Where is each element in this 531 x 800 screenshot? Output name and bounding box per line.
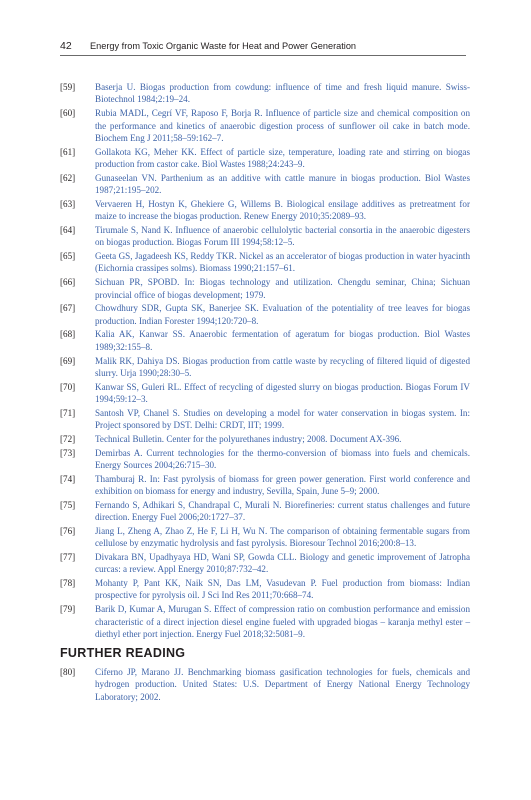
reference-text[interactable]: Barik D, Kumar A, Murugan S. Effect of compression ratio on combustion performance and emission characteristic of a direct injection diesel engine fueled with upgraded biogas – karanja methyl ester – diethyl ether port injection. Energy Fuel 2018;32:5081–9. bbox=[95, 604, 470, 639]
page-number: 42 bbox=[60, 40, 72, 52]
reference-text[interactable]: Geeta GS, Jagadeesh KS, Reddy TKR. Nickel as an accelerator of biogas production in water hyacinth (Eichornia crassipes solms). Biomass 1990;21:157–61. bbox=[95, 251, 470, 274]
reference-number: [61] bbox=[60, 146, 76, 157]
reference-entry bbox=[60, 525, 470, 550]
reference-entry bbox=[60, 433, 470, 445]
reference-entry bbox=[60, 172, 470, 197]
reference-text[interactable]: Sichuan PR, SPOBD. In: Biogas technology and utilization. Chengdu seminar, China; Sichuan provincial office of biogas development; 1979. bbox=[95, 277, 470, 300]
further-reading-heading: FURTHER READING bbox=[60, 646, 186, 660]
reference-number: [66] bbox=[60, 277, 76, 288]
reference-entry bbox=[60, 107, 470, 144]
reference-entry bbox=[60, 276, 470, 301]
reference-number: [70] bbox=[60, 381, 76, 392]
reference-number: [63] bbox=[60, 198, 76, 209]
reference-text[interactable]: Demirbas A. Current technologies for the thermo-conversion of biomass into fuels and chemicals. Energy Sources 2004;26:715–30. bbox=[95, 447, 470, 470]
reference-entry bbox=[60, 146, 470, 171]
reference-number: [68] bbox=[60, 329, 76, 340]
reference-number: [80] bbox=[60, 667, 76, 677]
reference-text[interactable]: Gunaseelan VN. Parthenium as an additive with cattle manure in biogas production. Biol Wastes 1987;21:195–202. bbox=[95, 172, 470, 196]
reference-text[interactable]: Tirumale S, Nand K. Influence of anaerobic cellulolytic bacterial consortia in the anaerobic digesters on biogas production. Biogas Forum III 1994;58:12–5. bbox=[95, 224, 470, 248]
reference-text[interactable]: Kanwar SS, Guleri RL. Effect of recycling of digested slurry on biogas production. Biogas Forum IV 1994;59:12–3. bbox=[95, 381, 470, 405]
reference-text[interactable]: Jiang L, Zheng A, Zhao Z, He F, Li H, Wu N. The comparison of obtaining fermentable sugars from cellulose by enzymatic hydrolysis and fast pyrolysis. Bioresour Technol 2016;200:8–13. bbox=[95, 525, 470, 549]
reference-entry bbox=[60, 473, 470, 498]
reference-entry bbox=[60, 407, 470, 432]
reference-text[interactable]: Divakara BN, Upadhyaya HD, Wani SP, Gowda CLL. Biology and genetic improvement of Jatropha curcas: a review. Appl Energy 2010;87:732–42. bbox=[95, 551, 470, 575]
reference-number: [79] bbox=[60, 604, 76, 615]
reference-entry bbox=[60, 447, 470, 472]
reference-number: [62] bbox=[60, 172, 76, 183]
reference-number: [71] bbox=[60, 407, 76, 418]
reference-entry bbox=[60, 603, 470, 640]
reference-number: [73] bbox=[60, 447, 76, 458]
reference-number: [59] bbox=[60, 82, 76, 92]
reference-text[interactable]: Vervaeren H, Hostyn K, Ghekiere G, Willems B. Biological ensilage additives as pretreatment for maize to increase the biogas production. Renew Energy 2010;35:2089–93. bbox=[95, 198, 470, 222]
reference-number: [60] bbox=[60, 108, 76, 119]
running-title: Energy from Toxic Organic Waste for Heat and Power Generation bbox=[90, 41, 357, 51]
reference-number: [74] bbox=[60, 473, 76, 484]
reference-text[interactable]: Malik RK, Dahiya DS. Biogas production from cattle waste by recycling of filtered liquid of digested slurry. Urja 1990;28:30–5. bbox=[95, 355, 470, 378]
reference-entry bbox=[60, 666, 470, 703]
reference-entry bbox=[60, 355, 470, 380]
reference-number: [72] bbox=[60, 433, 76, 444]
reference-entry bbox=[60, 198, 470, 223]
reference-number: [78] bbox=[60, 578, 76, 589]
reference-number: [67] bbox=[60, 303, 76, 314]
reference-number: [65] bbox=[60, 251, 76, 262]
running-header bbox=[60, 40, 471, 54]
further-reading-list bbox=[60, 666, 470, 705]
reference-text[interactable]: Ciferno JP, Marano JJ. Benchmarking biomass gasification technologies for fuels, chemicals and hydrogen production. United States: U.S. Department of Energy National Energy Technology Laboratory; 2002. bbox=[95, 667, 470, 702]
reference-entry bbox=[60, 81, 470, 106]
reference-text[interactable]: Mohanty P, Pant KK, Naik SN, Das LM, Vasudevan P. Fuel production from biomass: Indian prospective for pyrolysis oil. J Sci Ind Res 2011;70:668–74. bbox=[95, 578, 470, 601]
reference-text[interactable]: Kalia AK, Kanwar SS. Anaerobic fermentation of ageratum for biogas production. Biol Wastes 1989;32:155–8. bbox=[95, 329, 470, 352]
reference-entry bbox=[60, 551, 470, 576]
reference-text[interactable]: Santosh VP, Chanel S. Studies on developing a model for water conservation in biogas system. In: Project sponsored by DST. Delhi: CRDT, IIT; 1999. bbox=[95, 407, 470, 431]
reference-number: [75] bbox=[60, 499, 76, 510]
reference-text[interactable]: Thamburaj R. In: Fast pyrolysis of biomass for green power generation. First world conference and exhibition on biomass for energy and industry, Sevilla, Spain, June 5–9; 2000. bbox=[95, 473, 470, 497]
reference-text[interactable]: Technical Bulletin. Center for the polyurethanes industry; 2008. Document AX-396. bbox=[95, 433, 402, 444]
reference-text[interactable]: Gollakota KG, Meher KK. Effect of particle size, temperature, loading rate and stirring on biogas production from castor cake. Biol Wastes 1988;24:243–9. bbox=[95, 146, 470, 170]
reference-text[interactable]: Rubia MADL, Cegrí VF, Raposo F, Borja R. Influence of particle size and chemical composition on the performance and kinetics of anaerobic digestion process of sunflower oil cake in batch mode. Biochem Eng J 2011;58–59:162–7. bbox=[95, 108, 470, 143]
reference-text[interactable]: Chowdhury SDR, Gupta SK, Banerjee SK. Evaluation of the potentiality of tree leaves for biogas production. Indian Forester 1994;120:720–8. bbox=[95, 303, 470, 326]
reference-entry bbox=[60, 381, 470, 406]
reference-entry bbox=[60, 328, 470, 353]
reference-entry bbox=[60, 250, 470, 275]
reference-number: [69] bbox=[60, 355, 76, 366]
reference-number: [64] bbox=[60, 224, 76, 235]
reference-text[interactable]: Fernando S, Adhikari S, Chandrapal C, Murali N. Biorefineries: current status challenges and future direction. Energy Fuel 2006;20:1727–37. bbox=[95, 499, 470, 523]
header-divider bbox=[60, 55, 466, 56]
reference-entry bbox=[60, 224, 470, 249]
reference-entry bbox=[60, 577, 470, 602]
reference-number: [77] bbox=[60, 551, 76, 562]
reference-list bbox=[60, 81, 470, 642]
reference-entry bbox=[60, 499, 470, 524]
reference-entry bbox=[60, 302, 470, 327]
reference-number: [76] bbox=[60, 525, 76, 536]
reference-text[interactable]: Baserja U. Biogas production from cowdung: influence of time and fresh liquid manure. Swiss-Biotechnol 1984;2:19–24. bbox=[95, 82, 470, 105]
